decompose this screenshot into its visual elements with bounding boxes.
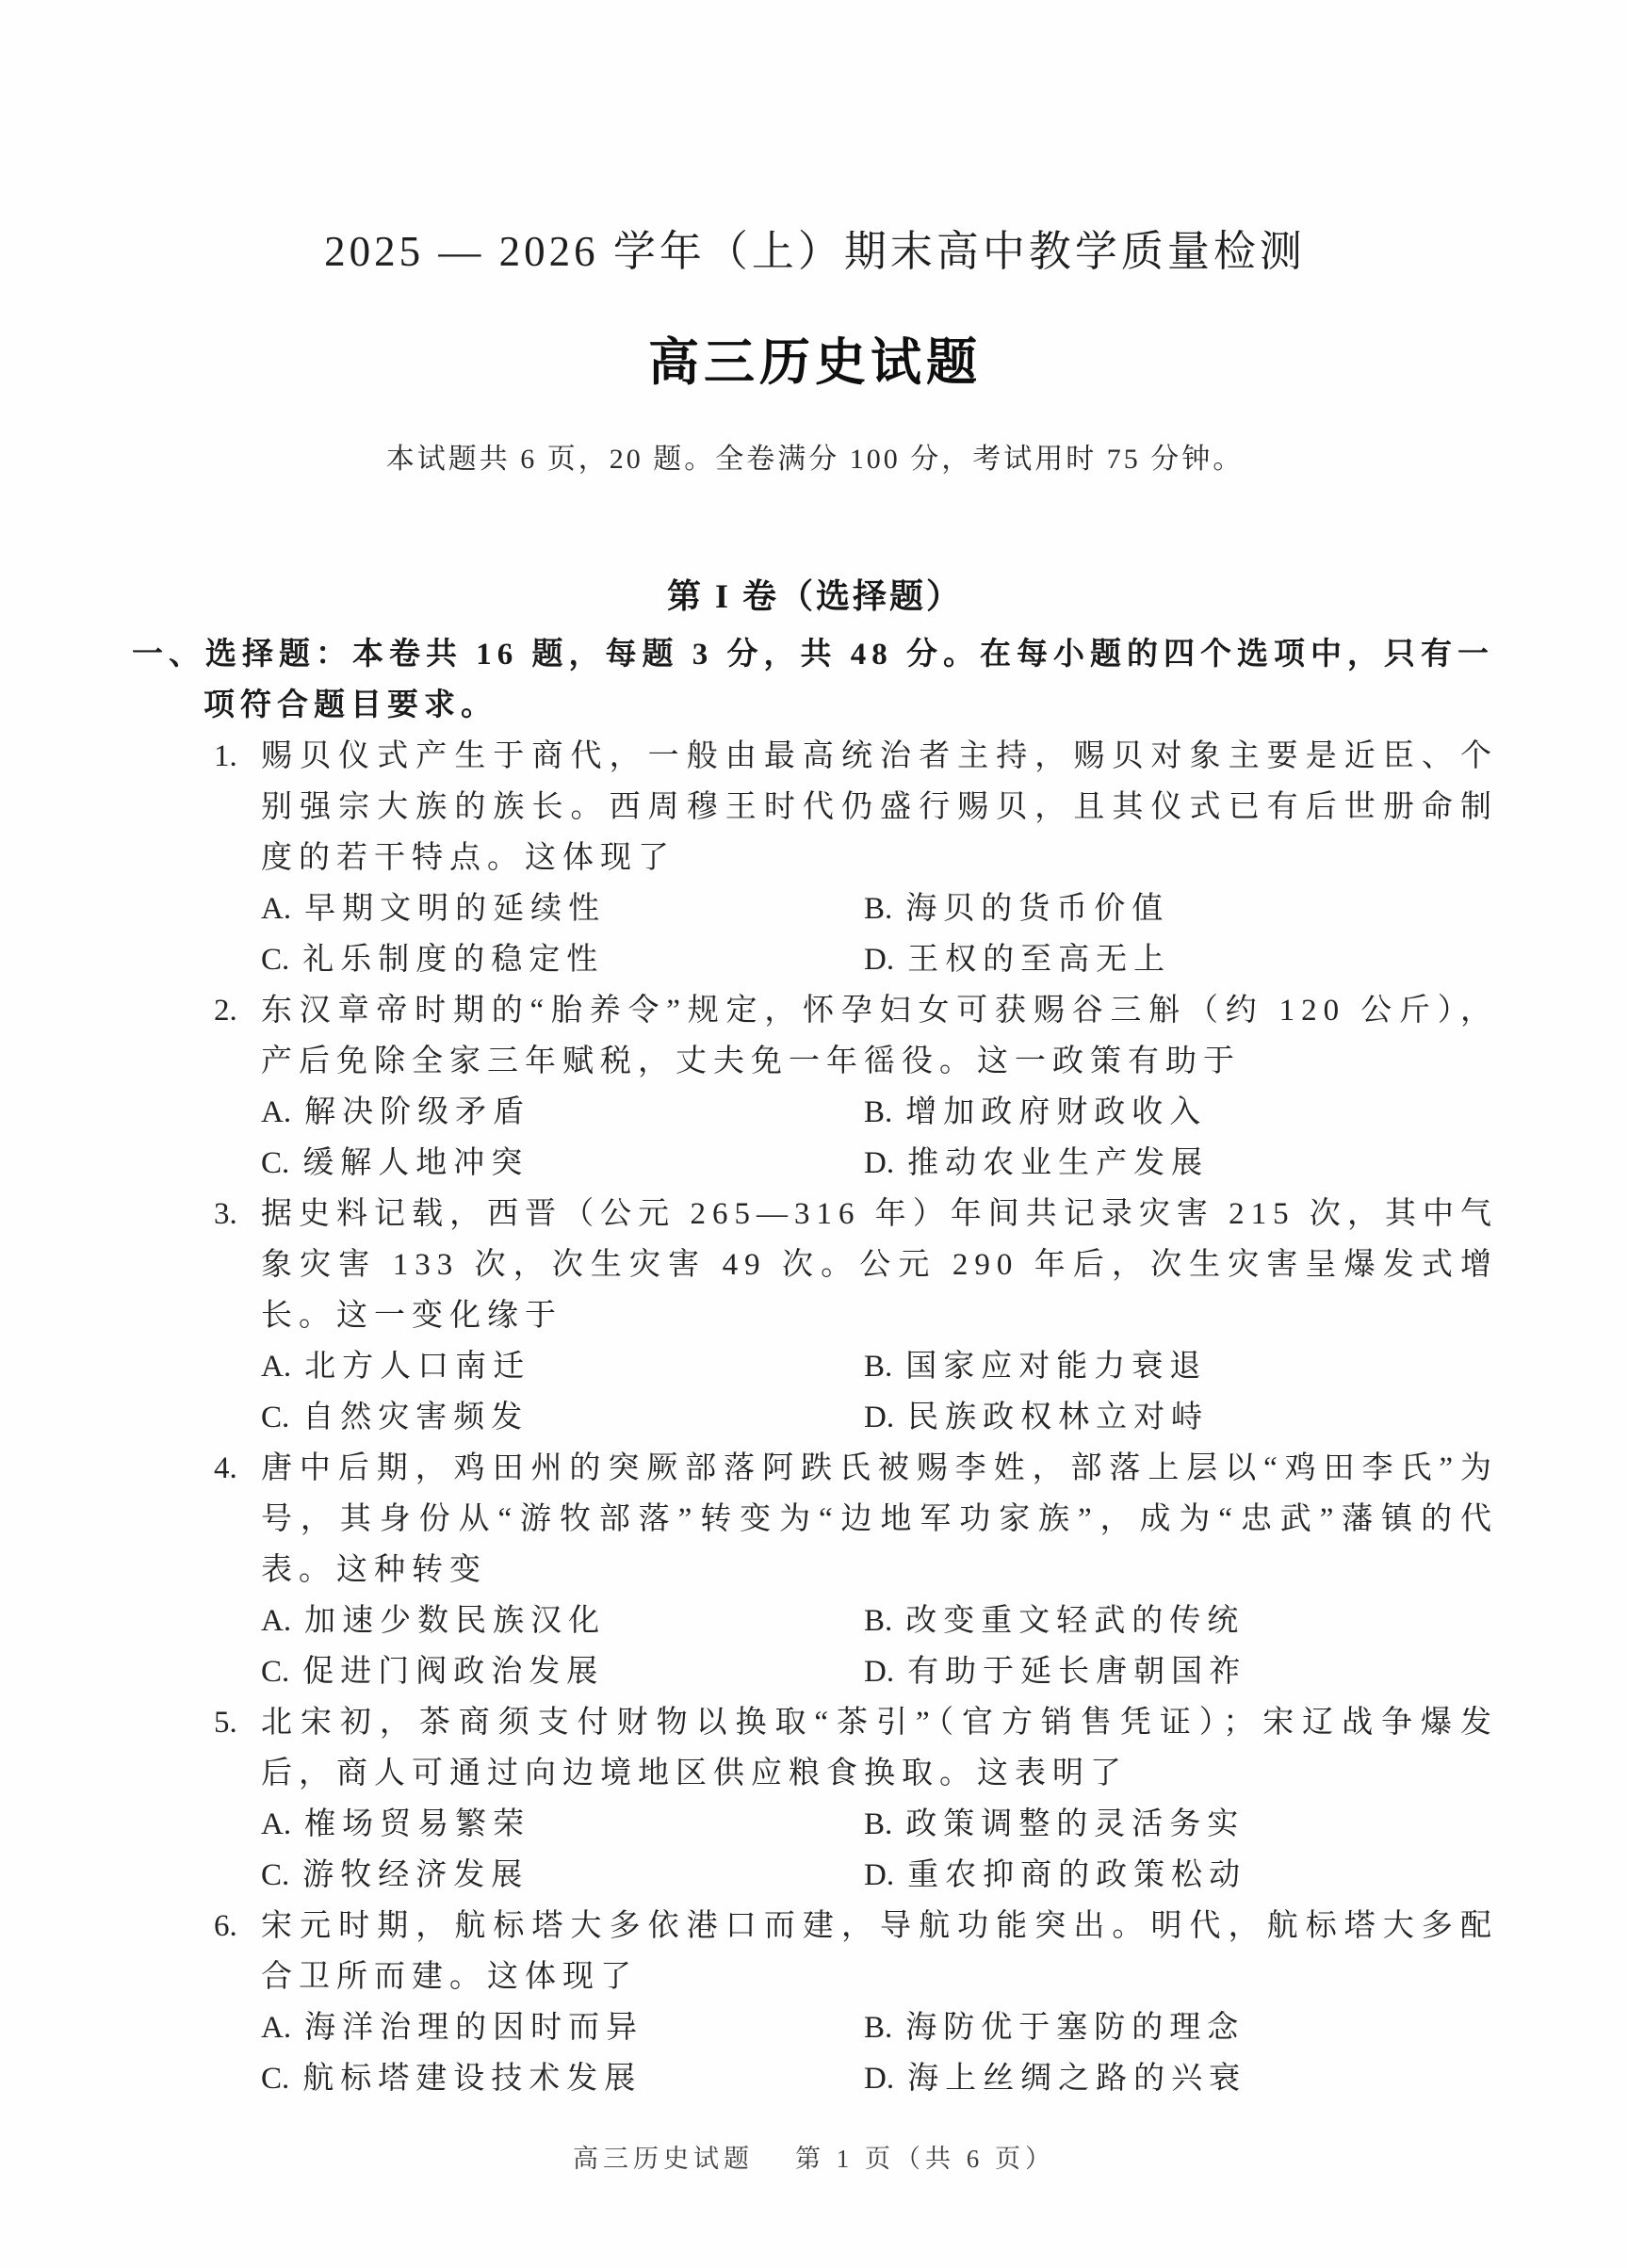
option-text: 国家应对能力衰退 (905, 1350, 1208, 1384)
option-label: B. (864, 1604, 893, 1638)
option-label: D. (864, 2062, 895, 2096)
option-label: A. (261, 1604, 292, 1638)
question-1 (132, 731, 1498, 985)
option-a (261, 1087, 864, 1138)
option-text: 推动农业生产发展 (907, 1146, 1210, 1180)
option-b (864, 1087, 1498, 1138)
option-text: 海防优于塞防的理念 (905, 2011, 1245, 2045)
option-a (261, 1596, 864, 1646)
option-b (864, 1596, 1498, 1646)
option-label: B. (864, 1807, 893, 1841)
option-label: D. (864, 943, 895, 977)
option-text: 政策调整的灵活务实 (905, 1807, 1245, 1841)
exam-session-title: 2025 — 2026 学年（上）期末高中教学质量检测 (324, 228, 1306, 275)
question-stem: 宋元时期，航标塔大多依港口而建，导航功能突出。明代，航标塔大多配合卫所而建。这体现了 (261, 1909, 1498, 1994)
question-number: 5. (214, 1706, 237, 1740)
option-text: 促进门阀政治发展 (302, 1655, 605, 1689)
option-label: C. (261, 1146, 290, 1180)
option-label: D. (864, 1146, 895, 1180)
option-label: C. (261, 943, 290, 977)
option-a (261, 883, 864, 934)
option-text: 增加政府财政收入 (905, 1095, 1208, 1129)
options-grid (261, 883, 1498, 985)
option-label: C. (261, 1858, 290, 1892)
option-b (864, 1799, 1498, 1850)
question-number: 6. (214, 1909, 237, 1943)
options-grid (261, 1596, 1498, 1697)
option-text: 早期文明的延续性 (304, 892, 607, 926)
option-label: A. (261, 1807, 292, 1841)
option-d (864, 1646, 1498, 1697)
option-label: C. (261, 1401, 290, 1434)
question-number: 2. (214, 994, 237, 1028)
option-label: A. (261, 1095, 292, 1129)
option-label: B. (864, 2011, 893, 2045)
question-stem: 唐中后期，鸡田州的突厥部落阿跌氏被赐李姓，部落上层以“鸡田李氏”为号，其身份从“游牧部落”转变为“边地军功家族”，成为“忠武”藩镇的代表。这种转变 (261, 1451, 1498, 1587)
option-c (261, 1138, 864, 1189)
option-b (864, 1341, 1498, 1392)
option-text: 民族政权林立对峙 (907, 1401, 1210, 1434)
question-number: 4. (214, 1451, 237, 1485)
footer-doc-title: 高三历史试题 (573, 2145, 754, 2173)
option-label: D. (864, 1401, 895, 1434)
option-text: 游牧经济发展 (302, 1858, 529, 1892)
option-d (864, 934, 1498, 985)
option-c (261, 934, 864, 985)
options-grid (261, 2002, 1498, 2104)
question-2 (132, 985, 1498, 1189)
option-label: B. (864, 1350, 893, 1384)
options-grid (261, 1087, 1498, 1189)
option-c (261, 1850, 864, 1901)
option-d (864, 1850, 1498, 1901)
option-c (261, 2053, 864, 2104)
question-stem: 东汉章帝时期的“胎养令”规定，怀孕妇女可获赐谷三斛（约 120 公斤），产后免除全家三年赋税，丈夫免一年徭役。这一政策有助于 (261, 994, 1498, 1078)
question-3 (132, 1189, 1498, 1443)
option-c (261, 1392, 864, 1443)
options-grid (261, 1799, 1498, 1901)
option-d (864, 2053, 1498, 2104)
option-a (261, 1799, 864, 1850)
question-number: 3. (214, 1197, 237, 1231)
option-label: A. (261, 1350, 292, 1384)
option-text: 海贝的货币价值 (905, 892, 1170, 926)
option-text: 有助于延长唐朝国祚 (907, 1655, 1247, 1689)
option-text: 重农抑商的政策松动 (907, 1858, 1247, 1892)
question-stem: 赐贝仪式产生于商代，一般由最高统治者主持，赐贝对象主要是近臣、个别强宗大族的族长。西周穆王时代仍盛行赐贝，且其仪式已有后世册命制度的若干特点。这体现了 (261, 739, 1498, 875)
option-label: C. (261, 2062, 290, 2096)
page-footer (0, 2138, 1628, 2175)
option-text: 北方人口南迁 (304, 1350, 531, 1384)
option-text: 榷场贸易繁荣 (304, 1807, 531, 1841)
option-text: 缓解人地冲突 (302, 1146, 529, 1180)
question-stem: 据史料记载，西晋（公元 265—316 年）年间共记录灾害 215 次，其中气象灾害 133 次，次生灾害 49 次。公元 290 年后，次生灾害呈爆发式增长。这一变化缘于 (261, 1197, 1498, 1333)
option-text: 自然灾害频发 (302, 1401, 529, 1434)
footer-page-number: 第 1 页（共 6 页） (795, 2145, 1055, 2173)
option-d (864, 1392, 1498, 1443)
option-a (261, 2002, 864, 2053)
paper-title: 高三历史试题 (648, 334, 982, 391)
option-text: 礼乐制度的稳定性 (302, 943, 605, 977)
section-instructions: 一、选择题：本卷共 16 题，每题 3 分，共 48 分。在每小题的四个选项中，只有一项符合题目要求。 (132, 638, 1494, 722)
option-label: B. (864, 892, 893, 926)
option-label: C. (261, 1655, 290, 1689)
option-text: 解决阶级矛盾 (304, 1095, 531, 1129)
options-grid (261, 1341, 1498, 1443)
paper-meta: 本试题共 6 页，20 题。全卷满分 100 分，考试用时 75 分钟。 (385, 444, 1245, 475)
option-text: 加速少数民族汉化 (304, 1604, 607, 1638)
option-text: 航标塔建设技术发展 (302, 2062, 643, 2096)
option-label: D. (864, 1655, 895, 1689)
option-label: D. (864, 1858, 895, 1892)
option-text: 海洋治理的因时而异 (304, 2011, 644, 2045)
question-stem: 北宋初，茶商须支付财物以换取“茶引”（官方销售凭证）；宋辽战争爆发后，商人可通过向边境地区供应粮食换取。这表明了 (261, 1706, 1498, 1790)
question-number: 1. (214, 739, 237, 773)
question-5 (132, 1697, 1498, 1901)
option-d (864, 1138, 1498, 1189)
option-text: 王权的至高无上 (907, 943, 1172, 977)
option-text: 改变重文轻武的传统 (905, 1604, 1245, 1638)
option-a (261, 1341, 864, 1392)
question-6 (132, 1901, 1498, 2104)
option-text: 海上丝绸之路的兴衰 (907, 2062, 1247, 2096)
option-b (864, 883, 1498, 934)
option-b (864, 2002, 1498, 2053)
option-label: A. (261, 892, 292, 926)
option-label: A. (261, 2011, 292, 2045)
section-title: 第 I 卷（选择题） (666, 577, 963, 615)
option-c (261, 1646, 864, 1697)
question-4 (132, 1443, 1498, 1697)
option-label: B. (864, 1095, 893, 1129)
